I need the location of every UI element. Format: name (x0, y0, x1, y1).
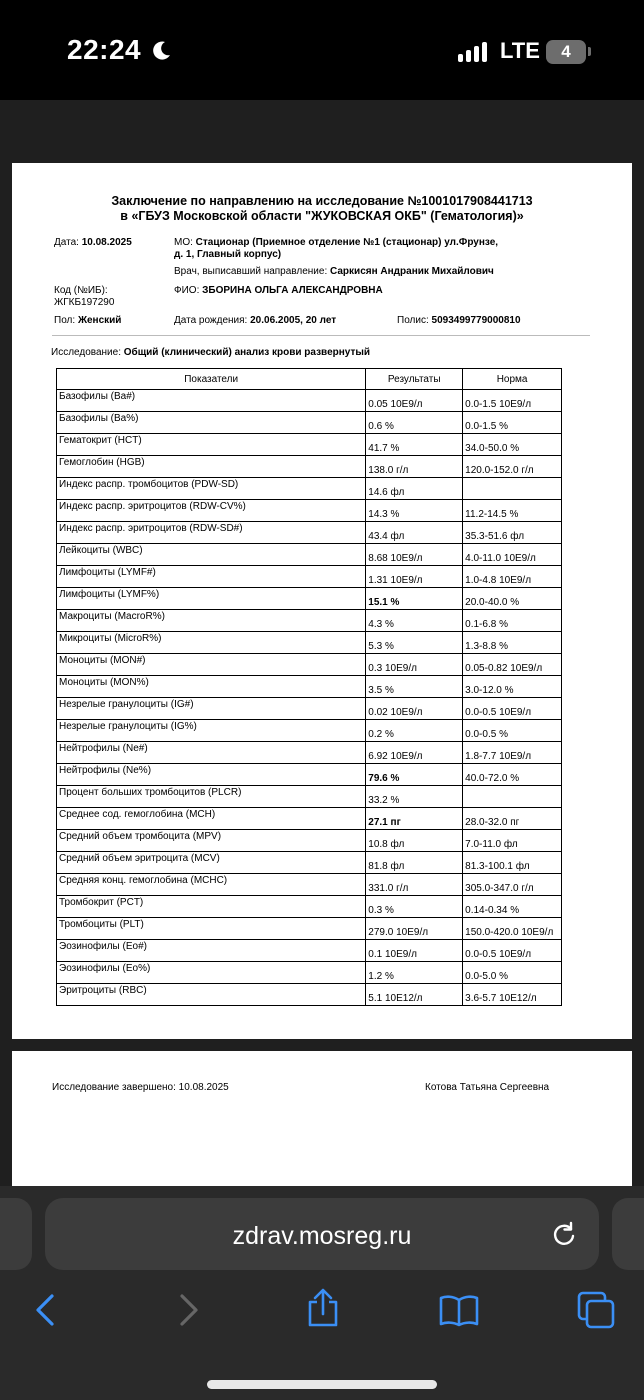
result-cell: 1.31 10E9/л (366, 566, 463, 588)
indicator-cell: Индекс распр. эритроцитов (RDW-SD#) (57, 522, 366, 544)
table-row (57, 588, 562, 610)
results-body (57, 390, 562, 1006)
result-cell: 14.3 % (366, 500, 463, 522)
indicator-cell: Нейтрофилы (Ne%) (57, 764, 366, 786)
result-cell: 0.02 10E9/л (366, 698, 463, 720)
moon-icon (150, 40, 172, 62)
signer-name: Котова Татьяна Сергеевна (425, 1082, 550, 1093)
result-cell: 0.05 10E9/л (366, 390, 463, 412)
header-indicator: Показатели (57, 369, 366, 390)
result-cell: 3.5 % (366, 676, 463, 698)
document-title-line-2: в «ГБУЗ Московской области "ЖУКОВСКАЯ ОКБ" (Гематология)» (120, 209, 524, 223)
indicator-cell: Лимфоциты (LYMF#) (57, 566, 366, 588)
indicator-cell: Эозинофилы (Eo%) (57, 962, 366, 984)
result-cell: 0.1 10E9/л (366, 940, 463, 962)
result-cell: 0.3 % (366, 896, 463, 918)
mo-value-line-1: Стационар (Приемное отделение №1 (стационар) ул.Фрунзе, (195, 237, 499, 248)
indicator-cell: Средняя конц. гемоглобина (MCHC) (57, 874, 366, 896)
indicator-cell: Среднее сод. гемоглобина (MCH) (57, 808, 366, 830)
result-cell: 8.68 10E9/л (366, 544, 463, 566)
completed-label: Исследование завершено: 10.08.2025 (52, 1082, 229, 1093)
mo-label: МО: (174, 237, 193, 248)
document-title (12, 194, 632, 224)
table-row (57, 874, 562, 896)
table-row (57, 632, 562, 654)
table-row (57, 852, 562, 874)
indicator-cell: Средний объем эритроцита (MCV) (57, 852, 366, 874)
date-value: 10.08.2025 (81, 237, 132, 248)
forward-icon[interactable] (170, 1292, 206, 1328)
header-norm: Норма (463, 369, 562, 390)
indicator-cell: Незрелые гранулоциты (IG%) (57, 720, 366, 742)
bookmarks-icon[interactable] (438, 1292, 480, 1328)
result-cell: 0.2 % (366, 720, 463, 742)
doctor-field (174, 266, 494, 278)
indicator-cell: Процент больших тромбоцитов (PLCR) (57, 786, 366, 808)
indicator-cell: Моноциты (MON%) (57, 676, 366, 698)
table-row (57, 434, 562, 456)
norm-cell: 1.0-4.8 10E9/л (463, 566, 562, 588)
result-cell: 0.6 % (366, 412, 463, 434)
doctor-label: Врач, выписавший направление: (174, 266, 328, 277)
table-row (57, 566, 562, 588)
result-cell: 138.0 г/л (366, 456, 463, 478)
table-row (57, 456, 562, 478)
date-field (54, 237, 132, 249)
tabs-icon[interactable] (576, 1290, 616, 1330)
result-cell: 41.7 % (366, 434, 463, 456)
table-row (57, 808, 562, 830)
table-row (57, 896, 562, 918)
norm-cell: 150.0-420.0 10E9/л (463, 918, 562, 940)
share-icon[interactable] (304, 1288, 342, 1328)
norm-cell: 0.0-0.5 % (463, 720, 562, 742)
table-row (57, 918, 562, 940)
doctor-value: Саркисян Андраник Михайлович (330, 266, 494, 277)
table-row (57, 412, 562, 434)
table-row (57, 984, 562, 1006)
indicator-cell: Гемоглобин (HGB) (57, 456, 366, 478)
result-cell: 33.2 % (366, 786, 463, 808)
indicator-cell: Индекс распр. эритроцитов (RDW-CV%) (57, 500, 366, 522)
indicator-cell: Нейтрофилы (Ne#) (57, 742, 366, 764)
norm-cell: 35.3-51.6 фл (463, 522, 562, 544)
norm-cell: 0.14-0.34 % (463, 896, 562, 918)
results-table (56, 368, 562, 1006)
birth-field (174, 315, 336, 327)
result-cell: 43.4 фл (366, 522, 463, 544)
indicator-cell: Лейкоциты (WBC) (57, 544, 366, 566)
indicator-cell: Моноциты (MON#) (57, 654, 366, 676)
indicator-cell: Гематокрит (HCT) (57, 434, 366, 456)
indicator-cell: Макроциты (MacroR%) (57, 610, 366, 632)
divider (52, 335, 590, 336)
result-cell: 5.1 10E12/л (366, 984, 463, 1006)
result-cell: 27.1 пг (366, 808, 463, 830)
table-row (57, 390, 562, 412)
birth-value: 20.06.2005, 20 лет (250, 315, 337, 326)
document-page-1 (12, 163, 632, 1039)
table-row (57, 522, 562, 544)
network-type: LTE (500, 38, 540, 63)
policy-value: 5093499779000810 (431, 315, 521, 326)
table-row (57, 654, 562, 676)
result-cell: 5.3 % (366, 632, 463, 654)
indicator-cell: Незрелые гранулоциты (IG#) (57, 698, 366, 720)
table-row (57, 764, 562, 786)
norm-cell: 0.0-0.5 10E9/л (463, 940, 562, 962)
indicator-cell: Тромбокрит (PCT) (57, 896, 366, 918)
result-cell: 10.8 фл (366, 830, 463, 852)
norm-cell (463, 786, 562, 808)
table-row (57, 830, 562, 852)
browser-toolbar (0, 1186, 644, 1400)
indicator-cell: Микроциты (MicroR%) (57, 632, 366, 654)
norm-cell: 0.05-0.82 10E9/л (463, 654, 562, 676)
norm-cell: 11.2-14.5 % (463, 500, 562, 522)
result-cell: 331.0 г/л (366, 874, 463, 896)
code-label: Код (№ИБ): (54, 285, 108, 296)
home-indicator[interactable] (207, 1380, 437, 1389)
status-time: 22:24 (67, 34, 142, 65)
battery-tip (588, 47, 591, 56)
norm-cell: 34.0-50.0 % (463, 434, 562, 456)
header-result: Результаты (366, 369, 463, 390)
table-row (57, 786, 562, 808)
result-cell: 81.8 фл (366, 852, 463, 874)
norm-cell: 7.0-11.0 фл (463, 830, 562, 852)
date-label: Дата: (54, 237, 79, 248)
document-page-2 (12, 1051, 632, 1191)
indicator-cell: Базофилы (Ba%) (57, 412, 366, 434)
table-row (57, 962, 562, 984)
address-bar[interactable] (45, 1198, 599, 1270)
norm-cell: 0.1-6.8 % (463, 610, 562, 632)
indicator-cell: Тромбоциты (PLT) (57, 918, 366, 940)
status-bar (0, 0, 644, 100)
result-cell: 1.2 % (366, 962, 463, 984)
table-row (57, 610, 562, 632)
birth-label: Дата рождения: (174, 315, 248, 326)
norm-cell: 305.0-347.0 г/л (463, 874, 562, 896)
result-cell: 14.6 фл (366, 478, 463, 500)
indicator-cell: Эозинофилы (Eo#) (57, 940, 366, 962)
table-row (57, 720, 562, 742)
reload-icon[interactable] (550, 1220, 578, 1248)
table-row (57, 742, 562, 764)
next-tab-edge[interactable] (612, 1198, 644, 1270)
url-text[interactable]: zdrav.mosreg.ru (232, 1222, 412, 1250)
norm-cell: 1.3-8.8 % (463, 632, 562, 654)
norm-cell: 81.3-100.1 фл (463, 852, 562, 874)
study-label: Исследование: (51, 347, 121, 358)
indicator-cell: Индекс распр. тромбоцитов (PDW-SD) (57, 478, 366, 500)
result-cell: 4.3 % (366, 610, 463, 632)
policy-label: Полис: (397, 315, 429, 326)
norm-cell: 4.0-11.0 10E9/л (463, 544, 562, 566)
code-field (54, 285, 114, 309)
table-row (57, 478, 562, 500)
norm-cell: 1.8-7.7 10E9/л (463, 742, 562, 764)
code-value: ЖГКБ197290 (54, 297, 115, 308)
table-row (57, 544, 562, 566)
mo-field (174, 237, 498, 261)
table-row (57, 940, 562, 962)
indicator-cell: Базофилы (Ba#) (57, 390, 366, 412)
norm-cell: 40.0-72.0 % (463, 764, 562, 786)
norm-cell: 20.0-40.0 % (463, 588, 562, 610)
table-row (57, 676, 562, 698)
indicator-cell: Лимфоциты (LYMF%) (57, 588, 366, 610)
result-cell: 79.6 % (366, 764, 463, 786)
study-field (51, 347, 370, 359)
sex-field (54, 315, 121, 327)
fio-label: ФИО: (174, 285, 200, 296)
sex-label: Пол: (54, 315, 76, 326)
previous-tab-edge[interactable] (0, 1198, 32, 1270)
sex-value: Женский (77, 315, 122, 326)
norm-cell: 0.0-5.0 % (463, 962, 562, 984)
table-row (57, 500, 562, 522)
document-title-line-1: Заключение по направлению на исследование №1001017908441713 (111, 194, 533, 208)
indicator-cell: Эритроциты (RBC) (57, 984, 366, 1006)
table-row (57, 698, 562, 720)
norm-cell: 0.0-1.5 % (463, 412, 562, 434)
norm-cell (463, 478, 562, 500)
result-cell: 0.3 10E9/л (366, 654, 463, 676)
fio-field (174, 285, 383, 297)
result-cell: 15.1 % (366, 588, 463, 610)
battery-indicator: 4 (546, 40, 586, 64)
study-value: Общий (клинический) анализ крови развернутый (123, 347, 371, 358)
norm-cell: 3.6-5.7 10E12/л (463, 984, 562, 1006)
indicator-cell: Средний объем тромбоцита (MPV) (57, 830, 366, 852)
result-cell: 279.0 10E9/л (366, 918, 463, 940)
signal-icon (458, 40, 487, 62)
norm-cell: 0.0-0.5 10E9/л (463, 698, 562, 720)
result-cell: 6.92 10E9/л (366, 742, 463, 764)
back-icon[interactable] (28, 1292, 64, 1328)
norm-cell: 0.0-1.5 10E9/л (463, 390, 562, 412)
norm-cell: 120.0-152.0 г/л (463, 456, 562, 478)
policy-field (397, 315, 521, 327)
norm-cell: 3.0-12.0 % (463, 676, 562, 698)
norm-cell: 28.0-32.0 пг (463, 808, 562, 830)
fio-value: ЗБОРИНА ОЛЬГА АЛЕКСАНДРОВНА (202, 285, 383, 296)
mo-value-line-2: д. 1, Главный корпус) (174, 249, 282, 260)
